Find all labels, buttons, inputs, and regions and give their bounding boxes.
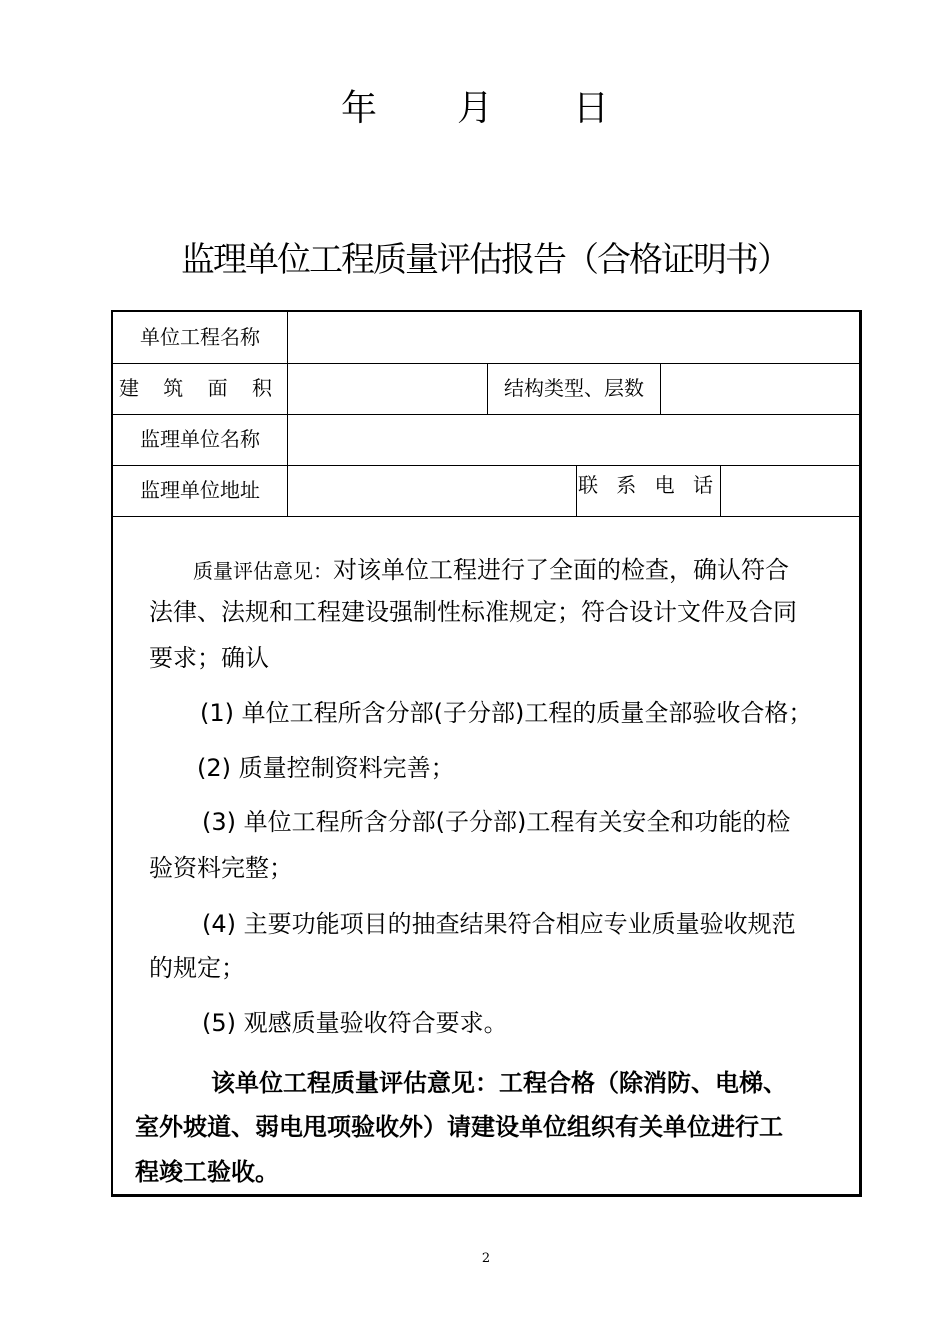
building-area-field[interactable] — [287, 363, 487, 414]
date-year: 年 — [340, 88, 377, 129]
conclusion-line-2: 室外坡道、弱电甩项验收外）请建设单位组织有关单位进行工 — [135, 1113, 783, 1141]
opinion-line-2: 法律、法规和工程建设强制性标准规定；符合设计文件及合同 — [149, 598, 797, 626]
conclusion-line-1: 该单位工程质量评估意见：工程合格（除消防、电梯、 — [211, 1069, 787, 1097]
row-supervisor-name — [113, 414, 859, 466]
opinion-item-4b: 的规定； — [149, 954, 245, 982]
opinion-line-1: 质量评估意见：对该单位工程进行了全面的检查，确认符合 — [193, 556, 789, 584]
opinion-line-3: 要求；确认 — [149, 644, 269, 672]
contact-phone-label: 联 系 电 话 — [576, 465, 720, 516]
opinion-item-4a: (4) 主要功能项目的抽查结果符合相应专业质量验收规范 — [202, 910, 796, 938]
supervisor-address-label: 监理单位地址 — [140, 478, 260, 502]
structure-type-field[interactable] — [660, 363, 859, 414]
opinion-item-3b: 验资料完整； — [149, 854, 293, 882]
page-number: 2 — [481, 1251, 491, 1266]
report-form — [111, 310, 862, 1197]
opinion-item-5: (5) 观感质量验收符合要求。 — [202, 1009, 508, 1037]
row-unit-project-name — [113, 312, 859, 364]
opinion-item-2: (2) 质量控制资料完善； — [197, 754, 455, 782]
conclusion-line-3: 程竣工验收。 — [135, 1158, 279, 1186]
structure-type-label: 结构类型、层数 — [487, 363, 660, 414]
page-title: 监理单位工程质量评估报告（合格证明书） — [181, 240, 789, 280]
supervisor-name-label: 监理单位名称 — [140, 427, 260, 451]
opinion-item-1: (1) 单位工程所含分部(子分部)工程的质量全部验收合格； — [200, 699, 813, 727]
building-area-label: 建 筑 面 积 — [118, 376, 282, 400]
row-supervisor-address — [113, 465, 859, 517]
unit-project-name-field[interactable] — [287, 312, 859, 363]
supervisor-name-field[interactable] — [287, 414, 859, 465]
contact-phone-field[interactable] — [720, 465, 859, 516]
unit-project-name-label: 单位工程名称 — [140, 325, 260, 349]
row-building-area — [113, 363, 859, 415]
opinion-item-3a: (3) 单位工程所含分部(子分部)工程有关安全和功能的检 — [202, 808, 791, 836]
date-line — [0, 80, 950, 131]
date-month: 月 — [456, 88, 493, 129]
opinion-lead: 质量评估意见： — [193, 559, 333, 583]
date-day: 日 — [573, 88, 610, 129]
supervisor-address-field[interactable] — [287, 465, 576, 516]
